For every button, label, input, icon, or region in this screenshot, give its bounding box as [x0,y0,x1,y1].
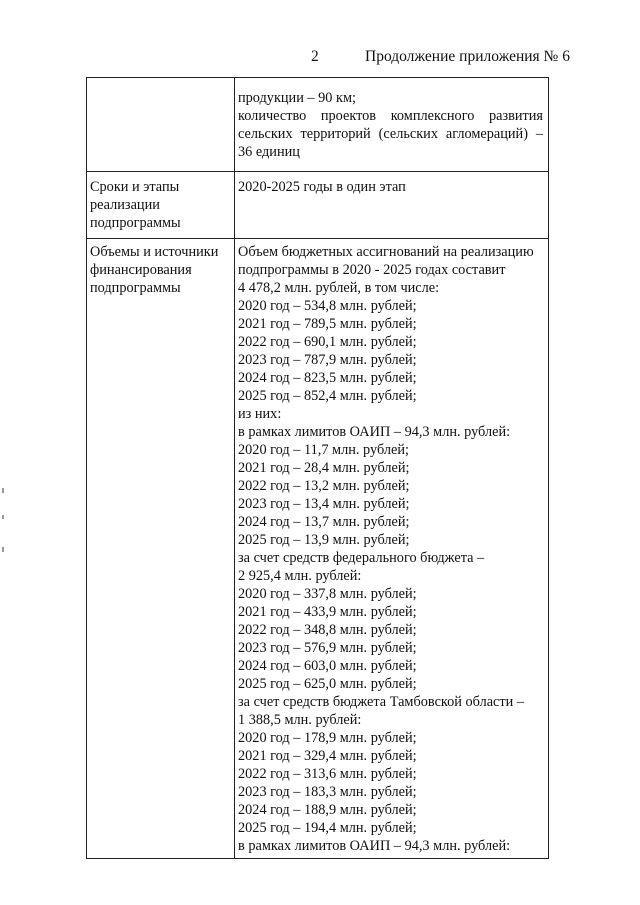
value-line: продукции – 90 км; [238,90,356,106]
value-line: в рамках лимитов ОАИП – 94,3 млн. рублей: [238,838,511,854]
value-line: 2 925,4 млн. рублей: [238,568,362,584]
value-line: из них: [238,406,282,422]
value-line: 2020 год – 337,8 млн. рублей; [238,586,417,602]
table-row-value [235,172,549,239]
value-line: 2021 год – 433,9 млн. рублей; [238,604,417,620]
value-line: 2021 год – 28,4 млн. рублей; [238,460,410,476]
table-row-label: Объемы и источники финансирования подпрограммы [87,239,235,859]
table-row-label [87,78,235,172]
value-line: 2024 год – 13,7 млн. рублей; [238,514,410,530]
value-line: 2022 год – 313,6 млн. рублей; [238,766,417,782]
value-line: 2021 год – 329,4 млн. рублей; [238,748,417,764]
value-line: Объем бюджетных ассигнований на реализацию [238,244,534,260]
value-line: 2024 год – 603,0 млн. рублей; [238,658,417,674]
value-line: подпрограммы в 2020 - 2025 годах составит [238,262,506,278]
value-line: 1 388,5 млн. рублей: [238,712,362,728]
value-line: 2023 год – 576,9 млн. рублей; [238,640,417,656]
value-line: 2022 год – 13,2 млн. рублей; [238,478,410,494]
value-line: в рамках лимитов ОАИП – 94,3 млн. рублей: [238,424,511,440]
value-line: сельских территорий (сельских агломераций) – [238,126,543,142]
value-line: 2025 год – 852,4 млн. рублей; [238,388,417,404]
value-line: 2023 год – 13,4 млн. рублей; [238,496,410,512]
table-row-label: Сроки и этапы реализации подпрограммы [87,172,235,239]
subprogram-passport-table [86,77,549,859]
value-line: 2023 год – 183,3 млн. рублей; [238,784,417,800]
scan-margin-mark [2,515,4,519]
value-line: 2022 год – 690,1 млн. рублей; [238,334,417,350]
table-row [87,78,549,172]
value-line: 4 478,2 млн. рублей, в том числе: [238,280,440,296]
value-line: за счет средств федерального бюджета – [238,550,485,566]
scan-margin-mark [2,547,4,552]
value-line: 2024 год – 188,9 млн. рублей; [238,802,417,818]
value-line: 2020 год – 11,7 млн. рублей; [238,442,409,458]
value-line: 2021 год – 789,5 млн. рублей; [238,316,417,332]
value-line: 2020 год – 534,8 млн. рублей; [238,298,417,314]
value-line: 2022 год – 348,8 млн. рублей; [238,622,417,638]
table-row [87,239,549,859]
page-header [0,48,640,72]
value-line: 2020 год – 178,9 млн. рублей; [238,730,417,746]
table-row-value [235,78,549,172]
table-row-value [235,239,549,859]
appendix-continuation-title: Продолжение приложения № 6 [365,48,570,65]
value-line: 2023 год – 787,9 млн. рублей; [238,352,417,368]
value-line: 2025 год – 13,9 млн. рублей; [238,532,410,548]
value-line: количество проектов комплексного развития [238,108,543,124]
value-line: 2024 год – 823,5 млн. рублей; [238,370,417,386]
scan-margin-mark [2,488,4,493]
table-row [87,172,549,239]
value-line: 36 единиц [238,144,300,160]
value-line: 2020-2025 годы в один этап [238,179,406,195]
page-number: 2 [311,48,319,65]
value-line: 2025 год – 625,0 млн. рублей; [238,676,417,692]
value-line: 2025 год – 194,4 млн. рублей; [238,820,417,836]
value-line: за счет средств бюджета Тамбовской области – [238,694,525,710]
